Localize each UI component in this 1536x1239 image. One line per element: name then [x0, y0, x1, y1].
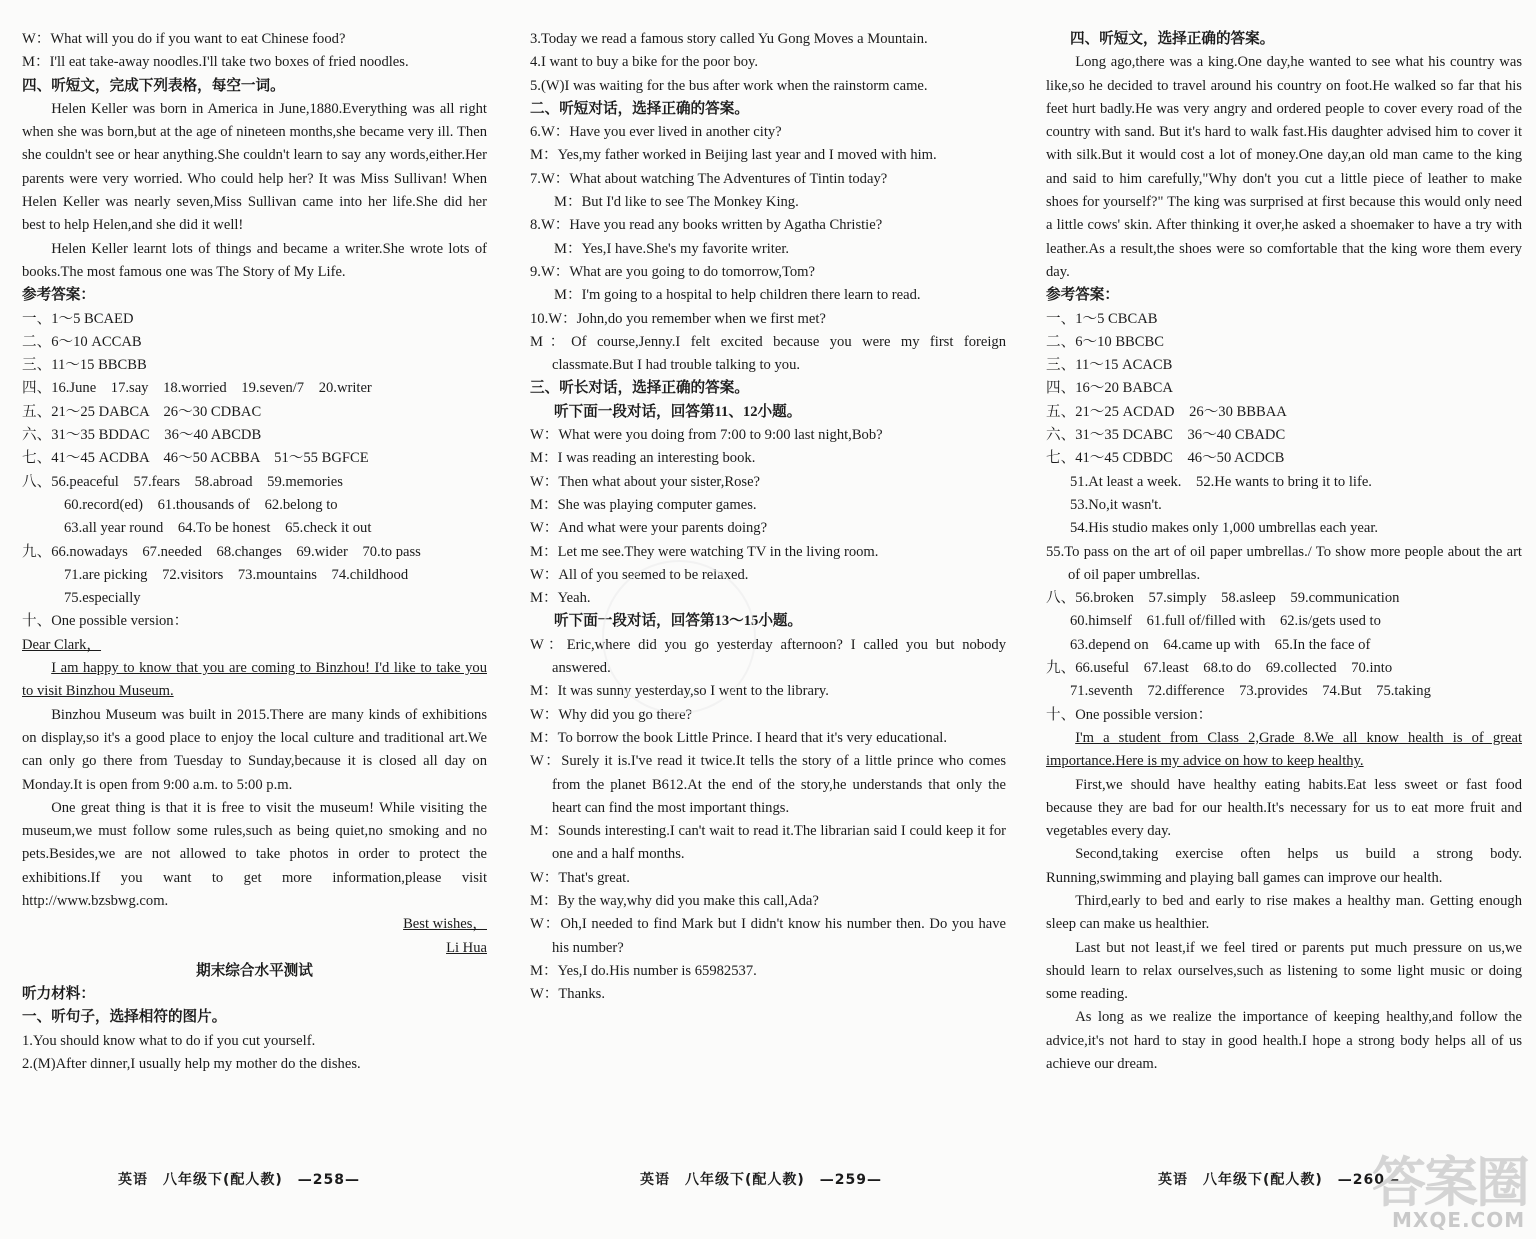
- col1-line: 75.especially: [64, 590, 141, 607]
- col2-line: W：Why did you go there?: [530, 706, 693, 723]
- col2-line: M：But I'd like to see The Monkey King.: [554, 194, 799, 211]
- page-258-column: [22, 28, 487, 1076]
- col1-line: 1.You should know what to do if you cut yourself.: [22, 1032, 316, 1049]
- col1-line: 四、听短文，完成下列表格，每空一词。: [22, 77, 285, 94]
- col2-line: M：By the way,why did you make this call,Ada?: [530, 892, 819, 909]
- col1-line: 听力材料：: [22, 986, 95, 1003]
- col2-line: W：Then what about your sister,Rose?: [530, 473, 761, 490]
- col2-line: 4.I want to buy a bike for the poor boy.: [530, 54, 759, 71]
- col1-line: 2.(M)After dinner,I usually help my mother do the dishes.: [22, 1056, 361, 1073]
- col1-line: Best wishes，: [403, 916, 487, 933]
- col1-line: Binzhou Museum was built in 2015.There are many kinds of exhibitions on display,so it's a good place to enjoy the local culture and traditional art.We can only go there from Tuesday to Sunday,because it is closed all day on Monday.It is open from 9:00 a.m. to 5:00 p.m.: [22, 706, 487, 793]
- col2-line: W：Thanks.: [530, 986, 605, 1003]
- col1-line: 一、听句子，选择相符的图片。: [22, 1009, 227, 1026]
- col2-line: 7.W：What about watching The Adventures of Tintin today?: [530, 170, 888, 187]
- col2-line: M：She was playing computer games.: [530, 496, 757, 513]
- col3-line: Third,early to bed and early to rise makes a healthy man. Getting enough sleep can make us healthier.: [1046, 892, 1522, 933]
- col2-line: W：All of you seemed to be relaxed.: [530, 566, 749, 583]
- col1-line: Helen Keller was born in America in June,1880.Everything was all right when she was born,but at the age of nineteen months,she became very ill. Then she couldn't see or hear anything.She couldn't learn to say any words,either.Her parents were very worried. Who could help her? It was Miss Sullivan! When Helen Keller was nearly seven,Miss Sullivan came into her life.She did her best to help Helen,and she did it well!: [22, 100, 487, 234]
- col1-line: 71.are picking 72.visitors 73.mountains 74.childhood: [64, 566, 409, 583]
- col2-line: W：What were you doing from 7:00 to 9:00 last night,Bob?: [530, 427, 883, 444]
- col3-line: 一、1～5 CBCAB: [1046, 310, 1158, 327]
- col3-line: Second,taking exercise often helps us build a strong body. Running,swimming and playing ball games can improve our health.: [1046, 846, 1522, 886]
- col2-line: 8.W：Have you read any books written by Agatha Christie?: [530, 217, 883, 234]
- col1-line: 期末综合水平测试: [196, 962, 313, 979]
- col1-line: 二、6～10 ACCAB: [22, 333, 142, 350]
- col2-line: 听下面一段对话，回答第11、12小题。: [554, 403, 802, 420]
- col3-line: 60.himself 61.full of/filled with 62.is/gets used to: [1070, 613, 1381, 630]
- col1-line: 一、1～5 BCAED: [22, 310, 134, 327]
- col2-line: M：It was sunny yesterday,so I went to the library.: [530, 683, 829, 700]
- col2-line: W：Eric,where did you go yesterday afternoon? I called you but nobody answered.: [530, 636, 1006, 677]
- col1-line: 四、16.June 17.say 18.worried 19.seven/7 20.writer: [22, 380, 372, 397]
- col3-line: Last but not least,if we feel tired or parents put much pressure on us,we should learn to relax ourselves,such as listening to some light music or doing some reading.: [1046, 939, 1522, 1003]
- col2-line: M：Yeah.: [530, 590, 591, 607]
- col1-line: 七、41～45 ACDBA 46～50 ACBBA 51～55 BGFCE: [22, 450, 369, 467]
- col3-line: As long as we realize the importance of keeping healthy,and follow the advice,it's not hard to stay in good health.I hope a strong body helps all of us achieve our dream.: [1046, 1009, 1522, 1073]
- col3-line: 55.To pass on the art of oil paper umbrellas./ To show more people about the art of oil paper umbrellas.: [1046, 543, 1522, 583]
- col3-line: 四、16～20 BABCA: [1046, 380, 1173, 397]
- col2-line: 5.(W)I was waiting for the bus after work when the rainstorm came.: [530, 77, 928, 94]
- col2-line: M：Sounds interesting.I can't wait to read it.The librarian said I could keep it for one and a half months.: [530, 823, 1006, 863]
- col2-line: 三、听长对话，选择正确的答案。: [530, 380, 749, 397]
- page-footer-259: 英语 八年级下(配人教) —259—: [640, 1172, 883, 1188]
- col2-line: M：Let me see.They were watching TV in the living room.: [530, 543, 879, 560]
- col2-line: W：Oh,I needed to find Mark but I didn't know his number then. Do you have his number?: [530, 916, 1006, 956]
- col3-line: 九、66.useful 67.least 68.to do 69.collected 70.into: [1046, 660, 1393, 677]
- col2-line: M：I was reading an interesting book.: [530, 450, 756, 467]
- page-260-column: [1046, 28, 1522, 1076]
- page-footer-258: 英语 八年级下(配人教) —258—: [118, 1172, 361, 1188]
- col3-line: 三、11～15 ACACB: [1046, 357, 1173, 374]
- col2-line: W：And what were your parents doing?: [530, 520, 768, 537]
- col1-line: M：I'll eat take-away noodles.I'll take two boxes of fried noodles.: [22, 54, 409, 71]
- col1-line: 六、31～35 BDDAC 36～40 ABCDB: [22, 427, 262, 444]
- col1-line: Dear Clark，: [22, 636, 102, 653]
- col3-line: 十、One possible version：: [1046, 706, 1213, 723]
- col2-line: W：Surely it is.I've read it twice.It tells the story of a little prince who comes from the planet B612.At the end of the story,he understands that only the heart can find the most important things.: [530, 753, 1006, 816]
- col1-line: 60.record(ed) 61.thousands of 62.belong to: [64, 496, 338, 513]
- col3-line: 五、21～25 ACDAD 26～30 BBBAA: [1046, 403, 1287, 420]
- col3-line: 54.His studio makes only 1,000 umbrellas each year.: [1070, 520, 1379, 537]
- col2-line: M：I'm going to a hospital to help children there learn to read.: [554, 287, 921, 304]
- col2-line: 听下面一段对话，回答第13～15小题。: [554, 613, 803, 630]
- watermark-logo-text: 答案圈: [1372, 1151, 1528, 1214]
- page-footer-260: 英语 八年级下(配人教) —260—: [1158, 1172, 1401, 1188]
- col1-line: I am happy to know that you are coming to Binzhou! I'd like to take you to visit Binzhou Museum.: [22, 660, 487, 700]
- col1-line: 参考答案：: [22, 287, 95, 304]
- col3-line: 63.depend on 64.came up with 65.In the face of: [1070, 636, 1371, 653]
- col1-line: 63.all year round 64.To be honest 65.check it out: [64, 520, 372, 537]
- col3-line: 51.At least a week. 52.He wants to bring it to life.: [1070, 473, 1372, 490]
- col3-line: 53.No,it wasn't.: [1070, 496, 1162, 513]
- col3-line: 参考答案：: [1046, 287, 1119, 304]
- col2-line: 10.W：John,do you remember when we first met?: [530, 310, 826, 327]
- col2-line: M：Yes,my father worked in Beijing last year and I moved with him.: [530, 147, 937, 164]
- col1-line: 三、11～15 BBCBB: [22, 357, 147, 374]
- col3-line: 八、56.broken 57.simply 58.asleep 59.communication: [1046, 590, 1400, 607]
- col1-line: W：What will you do if you want to eat Chinese food?: [22, 31, 346, 47]
- faint-stamp: [602, 560, 756, 714]
- col3-line: 七、41～45 CDBDC 46～50 ACDCB: [1046, 450, 1285, 467]
- watermark-url: MXQE.COM: [1392, 1208, 1526, 1232]
- col3-line: 六、31～35 DCABC 36～40 CBADC: [1046, 427, 1286, 444]
- col2-line: 3.Today we read a famous story called Yu Gong Moves a Mountain.: [530, 31, 928, 47]
- col3-line: Long ago,there was a king.One day,he wanted to see what his country was like,so he decided to travel around his country on foot.He walked so far that his feet hurt badly.He was very angry and ordered people to cover every road of the country with sand. But it's hard to walk fast.His daughter advised him to cover it with silk.But it would cost a lot of money.One day,an old man came to the king and said to him carefully,"Why don't you cut a little piece of leather to make shoes for yourself?" The king was surprised at first because this would only need a little cows' skin. After thinking it over,he asked a shoemaker to have a try with leather.As a result,the shoes were so comfortable that the king wore them every day.: [1046, 54, 1522, 280]
- col1-line: Helen Keller learnt lots of things and became a writer.She wrote lots of books.The most famous one was The Story of My Life.: [22, 240, 487, 280]
- col1-line: 九、66.nowadays 67.needed 68.changes 69.wider 70.to pass: [22, 543, 421, 560]
- col1-line: One great thing is that it is free to visit the museum! While visiting the museum,we must follow some rules,such as being quiet,no smoking and no pets.Besides,we are not allowed to take photos in order to protect the exhibitions.If you want to get more information,please visit http://www.bzsbwg.com.: [22, 799, 487, 909]
- col3-line: 四、听短文，选择正确的答案。: [1070, 31, 1275, 47]
- col2-line: 6.W：Have you ever lived in another city?: [530, 124, 782, 141]
- col1-line: 十、One possible version：: [22, 613, 189, 630]
- col2-line: M：Yes,I do.His number is 65982537.: [530, 962, 757, 979]
- col2-line: M：Of course,Jenny.I felt excited because you were my first foreign classmate.But I had trouble talking to you.: [530, 333, 1006, 374]
- page-259-column: [530, 28, 1006, 1006]
- col1-line: 八、56.peaceful 57.fears 58.abroad 59.memories: [22, 473, 343, 490]
- col2-line: M：Yes,I have.She's my favorite writer.: [554, 240, 790, 257]
- col2-line: 9.W：What are you going to do tomorrow,Tom?: [530, 263, 815, 280]
- col2-line: M：To borrow the book Little Prince. I heard that it's very educational.: [530, 729, 948, 746]
- col2-line: W：That's great.: [530, 869, 630, 886]
- col3-line: I'm a student from Class 2,Grade 8.We all know health is of great importance.Here is my advice on how to keep healthy.: [1046, 729, 1522, 770]
- col3-line: First,we should have healthy eating habits.Eat less sweet or fast food because they are bad for our health.It's necessary for us to eat more fruit and vegetables every day.: [1046, 776, 1522, 840]
- col1-line: Li Hua: [446, 939, 487, 956]
- col2-line: 二、听短对话，选择正确的答案。: [530, 100, 749, 117]
- col3-line: 71.seventh 72.difference 73.provides 74.But 75.taking: [1070, 683, 1431, 700]
- col1-line: 五、21～25 DABCA 26～30 CDBAC: [22, 403, 262, 420]
- col3-line: 二、6～10 BBCBC: [1046, 333, 1164, 350]
